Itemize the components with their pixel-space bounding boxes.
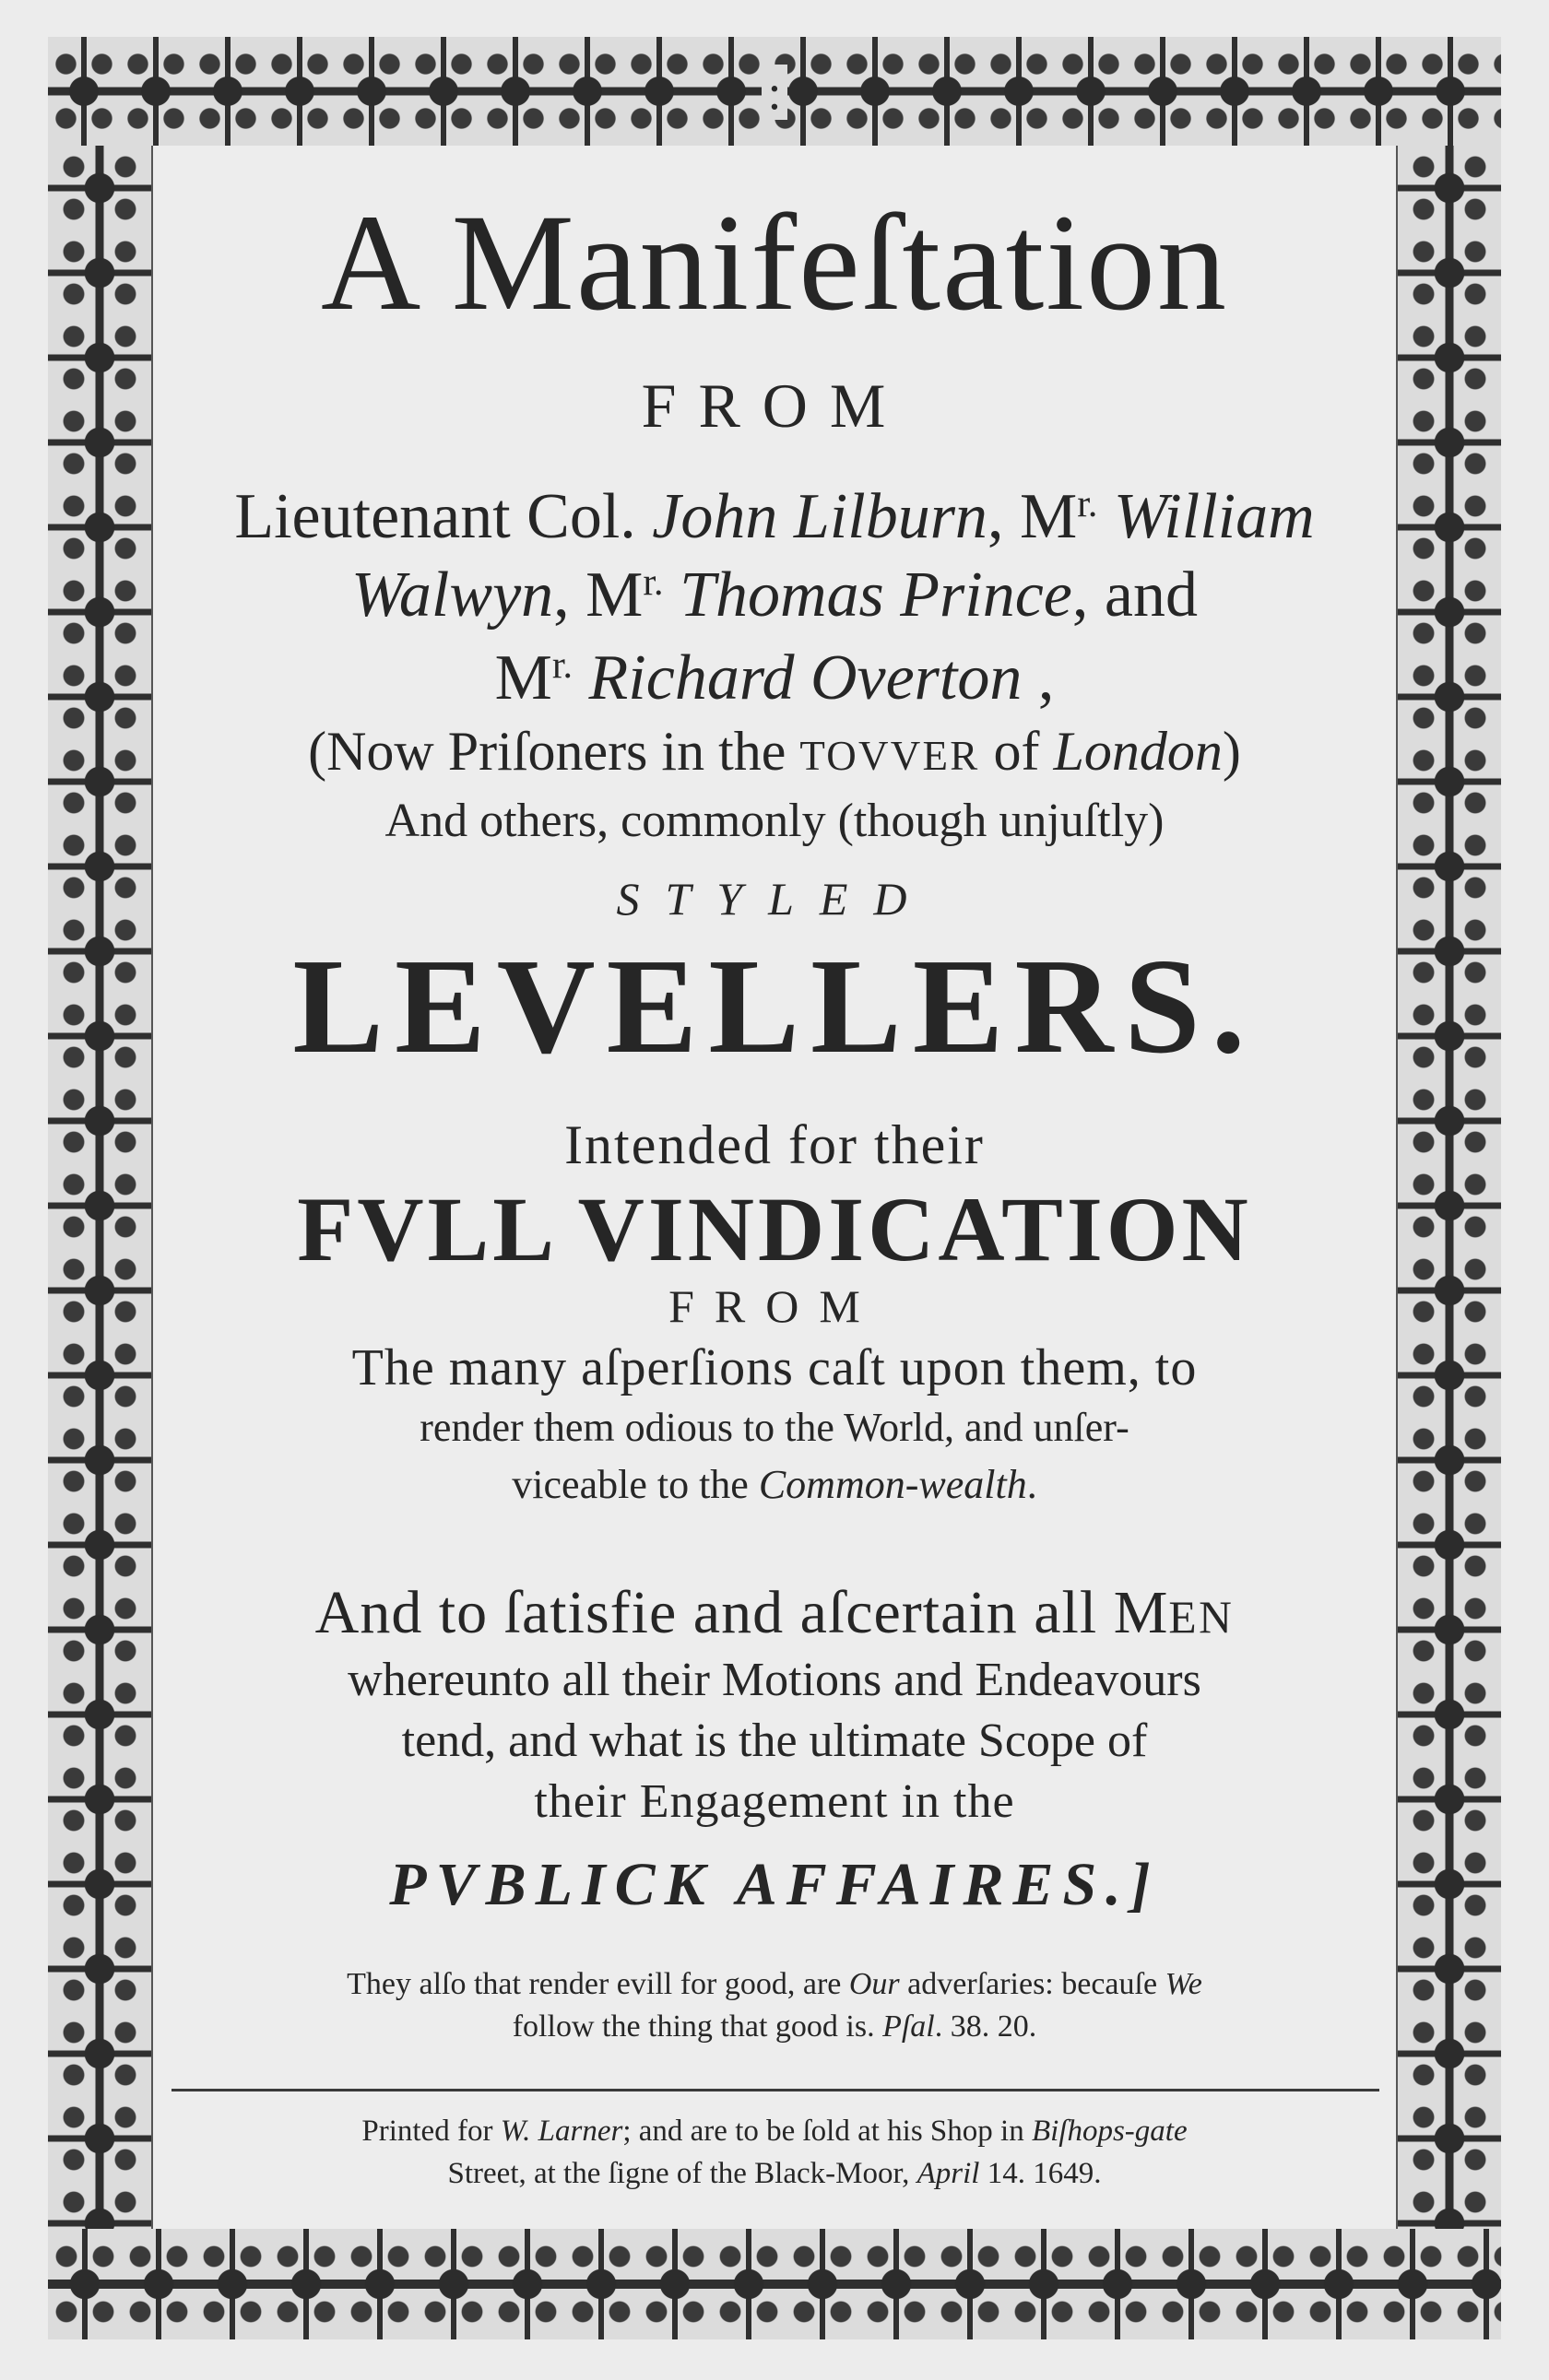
from-subheading: FROM <box>668 1280 881 1332</box>
commonwealth-text: . <box>1026 1462 1037 1507</box>
psalm-reference: Pſal <box>882 2009 935 2044</box>
name-lilburn: John Lilburn <box>652 481 987 553</box>
motto-italic: Our <box>848 1967 900 2001</box>
imprint-text: Street, at the ſigne of the Black-Moor, <box>447 2157 917 2190</box>
motto-text: They alſo that render evill for good, are <box>347 1967 849 2001</box>
names-text: Lieutenant Col. <box>234 481 653 553</box>
prisoners-text: ) <box>1222 721 1241 782</box>
name-walwyn: Walwyn <box>351 560 554 631</box>
ornamental-border-left <box>48 146 151 2229</box>
aspersions-line: The many aſperſions caſt upon them, to <box>351 1339 1198 1396</box>
satisfie-line <box>151 1576 1398 1655</box>
london-text: London <box>1053 721 1223 782</box>
ornamental-border-bottom <box>48 2229 1501 2339</box>
prisoners-text: of <box>979 721 1054 782</box>
names-text: , <box>1022 642 1055 714</box>
from-heading: FROM <box>641 371 908 441</box>
motto-text: . 38. 20. <box>934 2009 1037 2044</box>
names-text: , M <box>987 481 1078 553</box>
engagement-line: their Engagement in the <box>534 1775 1015 1828</box>
imprint-line-2 <box>151 2153 1398 2194</box>
commonwealth-text: viceable to the <box>512 1462 759 1507</box>
superscript: r. <box>1077 483 1098 525</box>
intended-line: Intended for their <box>564 1114 985 1175</box>
motto-line-2 <box>151 2006 1398 2048</box>
names-text: , M <box>553 560 644 631</box>
imprint-text: ; and are to be ſold at his Shop in <box>622 2115 1032 2148</box>
men-small-caps: EN <box>1168 1592 1235 1643</box>
styled-heading: STYLED <box>616 873 933 925</box>
imprint-text: 14. 1649. <box>979 2157 1102 2190</box>
prisoners-line <box>151 717 1398 790</box>
name-prince: Thomas Prince <box>663 560 1072 631</box>
motto-text: follow the thing that good is. <box>512 2009 883 2044</box>
prisoners-text: (Now Priſoners in the <box>308 721 800 782</box>
satisfie-text: And to ſatisfie and aſcertain all M <box>314 1579 1169 1646</box>
render-line: render them odious to the World, and unſer- <box>420 1405 1129 1450</box>
superscript: r. <box>551 644 573 687</box>
page-title: A Manifeſtation <box>321 186 1228 339</box>
whereunto-line: whereunto all their Motions and Endeavours <box>348 1654 1201 1706</box>
motto-italic: We <box>1165 1967 1202 2001</box>
tend-line: tend, and what is the ultimate Scope of <box>401 1714 1148 1767</box>
authors-line-3 <box>151 627 1398 717</box>
printer-name: W. Larner <box>500 2115 623 2148</box>
authors-line-1 <box>151 465 1398 556</box>
commonwealth-word: Common-wealth <box>758 1462 1027 1507</box>
motto-line-1 <box>151 1963 1398 2006</box>
tower-text: TOVVER <box>799 733 980 779</box>
name-overton: Richard Overton <box>573 642 1023 714</box>
names-text: M <box>494 642 552 714</box>
bishopsgate-text: Biſhops-gate <box>1031 2115 1188 2148</box>
publick-affaires-heading: PVBLICK AFFAIRES.] <box>389 1851 1160 1918</box>
full-vindication-heading: FVLL VINDICATION <box>297 1178 1252 1280</box>
divider-rule <box>171 2089 1379 2091</box>
authors-line-2 <box>151 544 1398 634</box>
others-line: And others, commonly (though unjuſtly) <box>384 795 1165 847</box>
ornamental-border-right <box>1398 146 1501 2229</box>
imprint-text: Printed for <box>361 2115 501 2148</box>
border-colon-ornament: : <box>762 65 787 120</box>
imprint-line-1 <box>151 2111 1398 2151</box>
superscript: r. <box>643 561 664 604</box>
motto-text: adverſaries: becauſe <box>899 1967 1165 2001</box>
commonwealth-line <box>151 1458 1398 1512</box>
levellers-heading: LEVELLERS. <box>292 931 1257 1082</box>
april-text: April <box>916 2157 980 2190</box>
names-text: , and <box>1071 560 1198 631</box>
name-william: William <box>1097 481 1315 553</box>
